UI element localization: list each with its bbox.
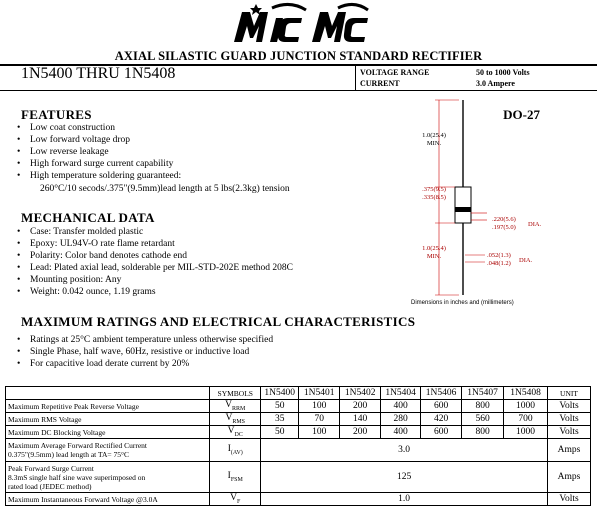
row-description: Maximum RMS Voltage (6, 413, 210, 426)
row-value: 140 (340, 413, 381, 426)
row-value: 50 (261, 426, 299, 439)
dim-lead-bottom-value: 1.0(25.4) (422, 245, 446, 252)
row-value: 400 (381, 400, 421, 413)
voltage-range-label: VOLTAGE RANGE (360, 68, 430, 77)
feature-item: • Low coat construction (30, 122, 181, 134)
row-unit: Volts (548, 400, 591, 413)
dim-body-dia-a: .220(5.6) (492, 216, 516, 223)
symbol-letter: V (227, 426, 235, 437)
row-value: 400 (381, 426, 421, 439)
header-cell: SYMBOLS (210, 387, 261, 400)
mechanical-list (30, 226, 293, 298)
table-header-row (6, 387, 591, 400)
ratings-heading: MAXIMUM RATINGS AND ELECTRICAL CHARACTERISTICS (21, 314, 416, 329)
symbol-subscript: RMS (232, 418, 246, 425)
row-value: 280 (381, 413, 421, 426)
dimensions-note: Dimensions in inches and (millimeters) (411, 300, 514, 306)
row-symbol (210, 400, 261, 413)
row-unit: Volts (548, 413, 591, 426)
table-row (6, 426, 591, 439)
header-cell: 1N5408 (504, 387, 548, 400)
symbol-subscript: (AV) (230, 449, 243, 456)
mechanical-item: • Weight: 0.042 ounce, 1.19 grams (30, 286, 293, 298)
mechanical-heading: MECHANICAL DATA (21, 210, 155, 225)
ratings-notes (30, 334, 273, 370)
header-cell: 1N5400 (261, 387, 299, 400)
header-cell: 1N5402 (340, 387, 381, 400)
feature-item-continuation: 260°C/10 secods/.375"(9.5mm)lead length at 5 lbs(2.3kg) tension (40, 184, 290, 194)
dim-lead-bottom-min: MIN. (426, 253, 442, 260)
document-title: AXIAL SILASTIC GUARD JUNCTION STANDARD RECTIFIER (114, 49, 483, 63)
dim-lead-dia-a: .052(1.3) (487, 252, 511, 259)
symbol-letter: I (227, 444, 231, 455)
row-value: 700 (504, 413, 548, 426)
row-value: 600 (421, 426, 462, 439)
row-unit: Amps (548, 462, 591, 493)
dim-lead-dia-label: DIA. (519, 257, 533, 264)
row-description-line: 0.375"(9.5mm) lead length at TA= 75°C (8, 450, 129, 459)
row-description-line: rated load (JEDEC method) (8, 481, 92, 491)
header-cell: 1N5407 (462, 387, 504, 400)
row-value: 100 (299, 426, 340, 439)
part-range: 1N5400 THRU 1N5408 (21, 65, 176, 82)
mechanical-item: • Polarity: Color band denotes cathode end (30, 250, 293, 262)
symbol-subscript: F (237, 498, 241, 505)
voltage-range-value: 50 to 1000 Volts (476, 68, 530, 77)
dim-body-dia-b: .197(5.0) (492, 224, 516, 231)
header-cell: 1N5404 (381, 387, 421, 400)
dim-lead-dia-b: .048(1.2) (487, 260, 511, 267)
feature-item: • High temperature soldering guaranteed: (30, 170, 181, 182)
row-value: 50 (261, 400, 299, 413)
row-merged-value: 1.0 (261, 493, 548, 506)
rating-note: • Single Phase, half wave, 60Hz, resistive or inductive load (30, 346, 273, 358)
feature-item: • Low forward voltage drop (30, 134, 181, 146)
feature-item: • Low reverse leakage (30, 146, 181, 158)
do27-package-drawing (395, 95, 575, 310)
package-name: DO-27 (503, 107, 540, 122)
symbol-subscript: DC (234, 431, 243, 438)
header-cell-description (6, 387, 210, 400)
features-list (30, 122, 181, 182)
dim-lead-top-min: MIN. (426, 140, 442, 147)
symbol-letter: V (225, 400, 233, 411)
mechanical-item: • Case: Transfer molded plastic (30, 226, 293, 238)
table-row (6, 462, 591, 493)
row-description (6, 439, 210, 462)
row-value: 200 (340, 426, 381, 439)
row-value: 420 (421, 413, 462, 426)
row-value: 560 (462, 413, 504, 426)
row-unit: Volts (548, 493, 591, 506)
row-symbol (210, 413, 261, 426)
row-description-line: Maximum Average Forward Rectified Current (8, 441, 147, 450)
row-description: Maximum Repetitive Peak Reverse Voltage (6, 400, 210, 413)
row-description-line: Peak Forward Surge Current (8, 463, 94, 473)
table-row (6, 413, 591, 426)
rating-note: • Ratings at 25°C ambient temperature unless otherwise specified (30, 334, 273, 346)
row-merged-value: 125 (261, 462, 548, 493)
row-symbol (210, 462, 261, 493)
dim-lead-top (421, 132, 447, 148)
current-label: CURRENT (360, 79, 400, 88)
mechanical-item: • Mounting position: Any (30, 274, 293, 286)
dim-body-dia (492, 216, 516, 232)
table-row (6, 400, 591, 413)
features-heading: FEATURES (21, 107, 92, 122)
dim-body-length (421, 186, 447, 202)
row-description (6, 462, 210, 493)
dim-lead-bottom (421, 245, 447, 261)
dim-body-len-a: .375(9.5) (422, 186, 446, 193)
row-description: Maximum DC Blocking Voltage (6, 426, 210, 439)
symbol-subscript: FSM (230, 476, 243, 483)
row-value: 1000 (504, 426, 548, 439)
row-description-line: 8.3mS single half sine wave superimposed on (8, 472, 146, 482)
row-value: 35 (261, 413, 299, 426)
company-logo (230, 2, 370, 46)
spec-divider (355, 64, 356, 90)
current-value: 3.0 Ampere (476, 79, 515, 88)
row-unit: Amps (548, 439, 591, 462)
row-value: 600 (421, 400, 462, 413)
symbol-subscript: RRM (232, 405, 246, 412)
ratings-table (5, 386, 591, 506)
row-value: 1000 (504, 400, 548, 413)
row-value: 800 (462, 426, 504, 439)
header-cell: 1N5401 (299, 387, 340, 400)
rating-note: • For capacitive load derate current by 20% (30, 358, 273, 370)
table-row (6, 493, 591, 506)
mechanical-item: • Epoxy: UL94V-O rate flame retardant (30, 238, 293, 250)
row-value: 100 (299, 400, 340, 413)
header-rule (0, 90, 597, 91)
row-description: Maximum Instantaneous Forward Voltage @3.0A (6, 493, 210, 506)
dim-body-dia-label: DIA. (528, 221, 542, 228)
header-cell: 1N5406 (421, 387, 462, 400)
feature-item: • High forward surge current capability (30, 158, 181, 170)
row-value: 800 (462, 400, 504, 413)
symbol-letter: V (225, 413, 233, 424)
row-symbol (210, 439, 261, 462)
dim-lead-top-value: 1.0(25.4) (422, 132, 446, 139)
row-symbol (210, 493, 261, 506)
dim-lead-dia (487, 252, 511, 268)
row-value: 200 (340, 400, 381, 413)
symbol-letter: V (230, 493, 238, 504)
row-unit: Volts (548, 426, 591, 439)
row-value: 70 (299, 413, 340, 426)
row-merged-value: 3.0 (261, 439, 548, 462)
dim-body-len-b: .335(8.5) (422, 194, 446, 201)
mechanical-item: • Lead: Plated axial lead, solderable per MIL-STD-202E method 208C (30, 262, 293, 274)
mic-logo-graphic (230, 2, 370, 46)
row-symbol (210, 426, 261, 439)
symbol-letter: I (227, 471, 231, 482)
table-row (6, 439, 591, 462)
header-cell: UNIT (548, 387, 591, 400)
